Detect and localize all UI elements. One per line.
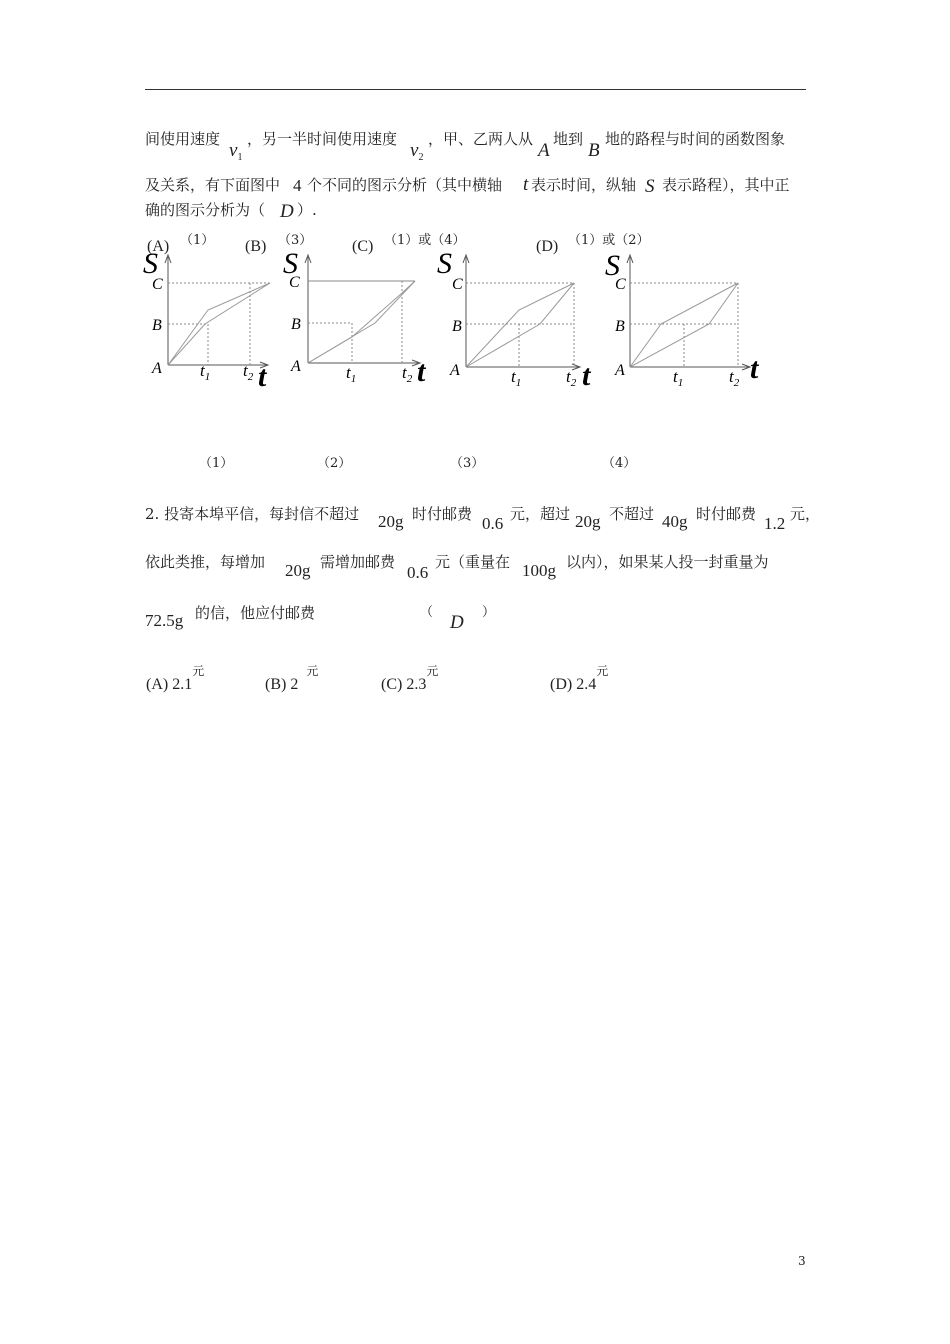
q1-text: 确的图示分析为（ bbox=[145, 201, 266, 219]
fee-value: 0.6 bbox=[407, 563, 429, 582]
path-yi bbox=[466, 283, 574, 367]
choice-d: (D) $2.4^元$ bbox=[550, 664, 609, 693]
t-axis-label: t bbox=[750, 352, 759, 385]
weight-value: 100g bbox=[522, 561, 556, 580]
choice-c: (C) $2.3^元$ bbox=[381, 664, 439, 693]
option-a-label: (A) bbox=[147, 238, 170, 255]
label-A: A bbox=[291, 358, 301, 375]
option-b-text: （3） bbox=[278, 233, 313, 248]
paren-open: （ bbox=[420, 605, 434, 620]
s-axis-symbol: S bbox=[645, 176, 655, 197]
path-jia bbox=[308, 281, 415, 363]
label-t2: $t_2$ bbox=[729, 367, 740, 389]
q1-text: 间使用速度 bbox=[145, 130, 221, 148]
graph-1 bbox=[140, 245, 285, 395]
label-A: A bbox=[615, 362, 625, 379]
label-A: A bbox=[450, 362, 460, 379]
paren-close: ） bbox=[482, 605, 496, 620]
weight-value: 20g bbox=[285, 561, 311, 580]
v2-symbol: $v_2$ bbox=[410, 140, 424, 163]
fee-value: 1.2 bbox=[764, 514, 786, 533]
graph-2 bbox=[280, 245, 440, 395]
q1-text: 个不同的图示分析（其中横轴 bbox=[307, 176, 503, 194]
option-c-text: （1）或（4） bbox=[384, 233, 466, 248]
number-four: 4 bbox=[293, 176, 302, 195]
q1-text: ）. bbox=[297, 201, 317, 219]
q2-text: 需增加邮费 bbox=[320, 553, 396, 571]
path-jia bbox=[466, 283, 574, 367]
answer: D bbox=[280, 201, 294, 222]
graph-caption-3: （3） bbox=[450, 456, 485, 471]
v1-symbol: $v_1$ bbox=[229, 140, 243, 163]
label-t2: $t_2$ bbox=[243, 361, 254, 383]
label-t1: $t_1$ bbox=[346, 363, 357, 385]
q2-text: 2. 投寄本埠平信，每封信不超过 bbox=[145, 505, 360, 523]
choice-b: (B) $2^元$ bbox=[265, 664, 319, 693]
label-C: C bbox=[615, 276, 626, 293]
label-t1: $t_1$ bbox=[511, 367, 522, 389]
label-A: A bbox=[152, 360, 162, 377]
q2-text: 元，超过 bbox=[510, 505, 571, 523]
label-t1: $t_1$ bbox=[673, 367, 684, 389]
label-C: C bbox=[152, 276, 163, 293]
label-t2: $t_2$ bbox=[566, 367, 577, 389]
q1-text: 地到 bbox=[553, 130, 584, 148]
path-yi bbox=[308, 281, 415, 363]
label-t2: $t_2$ bbox=[402, 363, 413, 385]
graph-caption-4: （4） bbox=[602, 456, 637, 471]
label-C: C bbox=[452, 276, 463, 293]
t-axis-label: t bbox=[582, 359, 591, 392]
q1-text: 表示时间，纵轴 bbox=[531, 176, 637, 194]
q2-text: 的信，他应付邮费 bbox=[195, 604, 316, 622]
t-axis-symbol: t bbox=[523, 174, 529, 195]
page-number: 3 bbox=[798, 1254, 806, 1268]
header-rule bbox=[145, 89, 806, 90]
label-B: B bbox=[152, 317, 162, 334]
label-B: B bbox=[291, 316, 301, 333]
weight-value: 20g bbox=[378, 512, 404, 531]
graph-caption-2: （2） bbox=[317, 456, 352, 471]
t-axis-label: t bbox=[258, 360, 267, 393]
s-axis-label: S bbox=[437, 247, 452, 280]
option-b-label: (B) bbox=[245, 238, 267, 255]
q1-text: 表示路程），其中正 bbox=[662, 176, 790, 194]
point-A: A bbox=[538, 140, 550, 161]
s-axis-label: S bbox=[143, 247, 158, 280]
option-d-text: （1）或（2） bbox=[568, 233, 650, 248]
weight-value: 72.5g bbox=[145, 611, 184, 630]
label-B: B bbox=[452, 318, 462, 335]
choice-a: (A) $2.1^元$ bbox=[146, 664, 205, 693]
q2-text: 以内），如果某人投一封重量为 bbox=[566, 553, 769, 571]
path-jia bbox=[168, 283, 270, 365]
t-axis-label: t bbox=[417, 355, 426, 388]
label-C: C bbox=[289, 274, 300, 291]
s-axis-label: S bbox=[605, 249, 620, 282]
q2-text: 元， bbox=[790, 505, 821, 523]
q2-text: 时付邮费 bbox=[696, 505, 757, 523]
path-yi bbox=[168, 283, 270, 365]
option-d-label: (D) bbox=[536, 238, 559, 255]
graph-4 bbox=[605, 245, 775, 395]
answer: D bbox=[450, 612, 464, 633]
q2-text: 时付邮费 bbox=[412, 505, 473, 523]
graph-caption-1: （1） bbox=[199, 456, 234, 471]
option-a-text: （1） bbox=[180, 233, 215, 248]
graph-3 bbox=[437, 245, 605, 395]
label-B: B bbox=[615, 318, 625, 335]
q2-text: 依此类推，每增加 bbox=[145, 553, 266, 571]
fee-value: 0.6 bbox=[482, 514, 504, 533]
q1-text: ，另一半时间使用速度 bbox=[247, 130, 398, 148]
option-c-label: (C) bbox=[352, 238, 374, 255]
label-t1: $t_1$ bbox=[200, 361, 211, 383]
point-B: B bbox=[588, 140, 600, 161]
q2-text: 不超过 bbox=[609, 505, 655, 523]
q1-text: 地的路程与时间的函数图象 bbox=[605, 130, 786, 148]
q1-text: 及关系，有下面图中 bbox=[145, 176, 281, 194]
q1-text: ，甲、乙两人从 bbox=[428, 130, 534, 148]
s-axis-label: S bbox=[283, 247, 298, 280]
q2-text: 元（重量在 bbox=[435, 553, 511, 571]
weight-value: 40g bbox=[662, 512, 688, 531]
weight-value: 20g bbox=[575, 512, 601, 531]
